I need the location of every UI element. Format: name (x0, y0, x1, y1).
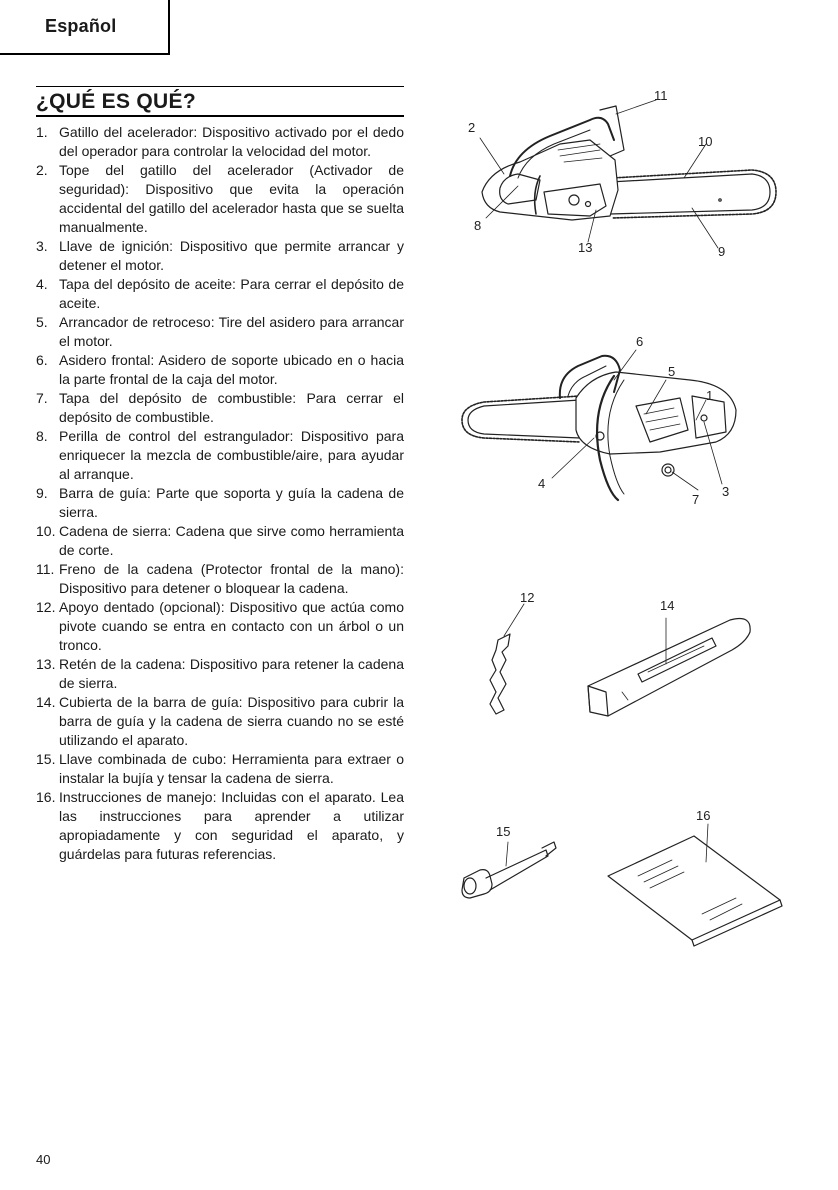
callout-12: 12 (520, 590, 535, 605)
instruction-manual-figure (608, 824, 782, 946)
list-item: 12. Apoyo dentado (opcional): Dispositivo que actúa como pivote cuando se entra en contacto con un árbol o un tronco. (36, 599, 404, 653)
list-item: 5. Arrancador de retroceso: Tire del asidero para arrancar el motor. (36, 314, 404, 349)
callout-11: 11 (654, 88, 668, 103)
callout-6: 6 (636, 334, 644, 349)
page-number: 40 (36, 1152, 51, 1167)
list-item: 9. Barra de guía: Parte que soporta y guía la cadena de sierra. (36, 485, 404, 520)
section-title: ¿QUÉ ES QUÉ? (36, 90, 196, 113)
callout-4: 4 (538, 476, 546, 491)
callout-15: 15 (496, 824, 511, 839)
spike-bumper-figure (490, 604, 524, 714)
callout-16: 16 (696, 808, 711, 823)
callout-13: 13 (578, 240, 593, 255)
list-item: 13. Retén de la cadena: Dispositivo para retener la cadena de sierra. (36, 656, 404, 691)
callout-2: 2 (468, 120, 476, 135)
title-rule-top (36, 86, 404, 87)
callout-3: 3 (722, 484, 730, 499)
callout-7: 7 (692, 492, 700, 507)
title-rule-bottom (36, 115, 404, 117)
parts-list (36, 123, 404, 864)
language-tab (0, 0, 170, 55)
callout-1: 1 (706, 388, 714, 403)
callout-5: 5 (668, 364, 676, 379)
box-wrench-figure (462, 842, 556, 898)
list-item: 8. Perilla de control del estrangulador: Dispositivo para enriquecer la mezcla de combustible/aire, para ayudar al arranque. (36, 428, 404, 482)
chainsaw-right-side-figure (482, 106, 776, 220)
callout-14: 14 (660, 598, 675, 613)
list-item: 3. Llave de ignición: Dispositivo que permite arrancar y detener el motor. (36, 238, 404, 273)
list-item: 7. Tapa del depósito de combustible: Para cerrar el depósito de combustible. (36, 390, 404, 425)
language-tab-label: Español (45, 16, 117, 36)
guide-bar-cover-figure (588, 618, 750, 716)
callout-8: 8 (474, 218, 482, 233)
list-item: 4. Tapa del depósito de aceite: Para cerrar el depósito de aceite. (36, 276, 404, 311)
list-item: 14. Cubierta de la barra de guía: Dispositivo para cubrir la barra de guía y la cadena de sierra cuando no se esté utilizando el aparato. (36, 694, 404, 748)
list-item: 2. Tope del gatillo del acelerador (Activador de seguridad): Dispositivo que evita la operación accidental del gatillo del acelerador hasta que se suelta manualmente. (36, 162, 404, 235)
list-item: 6. Asidero frontal: Asidero de soporte ubicado en o hacia la parte frontal de la caja del motor. (36, 352, 404, 387)
parts-illustrations (440, 80, 820, 960)
list-item: 11. Freno de la cadena (Protector frontal de la mano): Dispositivo para detener o bloquear la cadena. (36, 561, 404, 596)
list-item: 15. Llave combinada de cubo: Herramienta para extraer o instalar la bujía y tensar la cadena de sierra. (36, 751, 404, 786)
list-item: 16. Instrucciones de manejo: Incluidas con el aparato. Lea las instrucciones para aprender a utilizar apropiadamente y con seguridad el aparato, y guárdelas para futuras referencias. (36, 789, 404, 862)
callout-10: 10 (698, 134, 713, 149)
list-item: 1. Gatillo del acelerador: Dispositivo activado por el dedo del operador para controlar la velocidad del motor. (36, 124, 404, 159)
callout-9: 9 (718, 244, 726, 259)
list-item: 10. Cadena de sierra: Cadena que sirve como herramienta de corte. (36, 523, 404, 558)
chainsaw-left-side-figure (462, 356, 736, 500)
